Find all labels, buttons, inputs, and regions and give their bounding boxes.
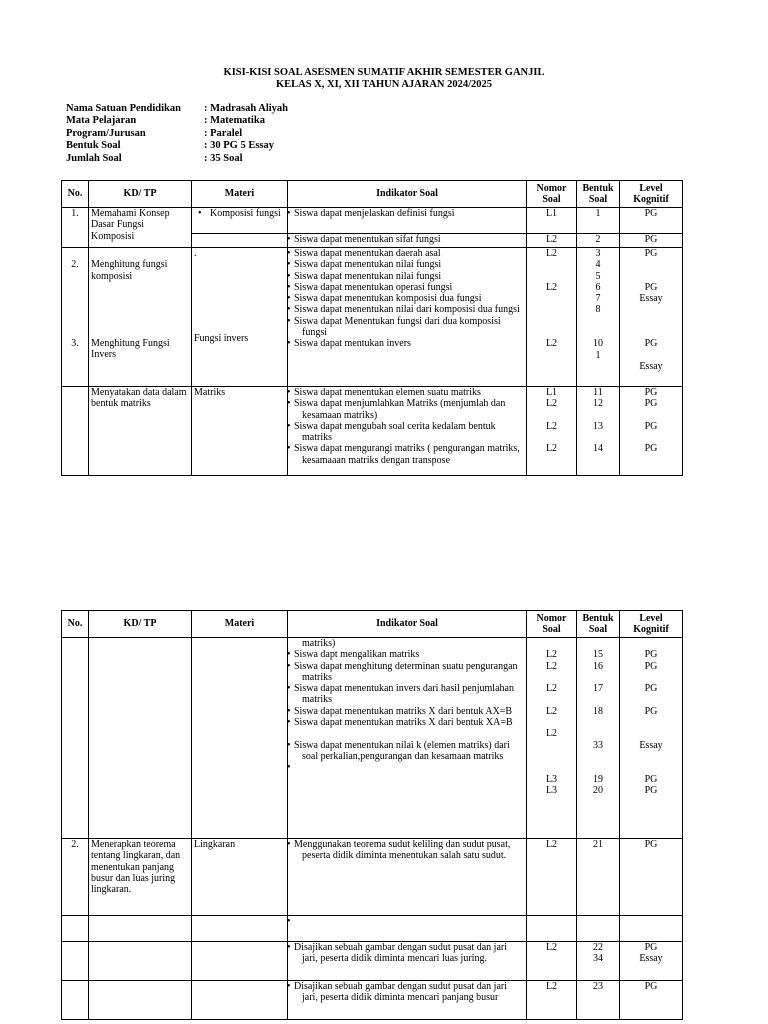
nomor-value: L2 — [545, 420, 558, 432]
level-value: PG — [644, 338, 658, 350]
indikator-item: • Siswa dapat menentukan operasi fungsi — [290, 282, 524, 293]
bentuk-value: 8 — [595, 304, 601, 316]
header-line: Soal — [588, 194, 608, 205]
nomor-cell — [527, 638, 577, 839]
column-header-nomor — [527, 611, 577, 638]
level-value: Essay — [639, 953, 663, 965]
header-line: Level — [639, 612, 663, 624]
level-cell: PG — [620, 981, 683, 1020]
bentuk-value: 7 — [595, 293, 601, 305]
nomor-value: L3 — [545, 773, 558, 785]
nomor-cell — [527, 387, 577, 476]
nomor-cell: L2 — [527, 942, 577, 981]
indikator-cell — [288, 208, 527, 234]
column-header-materi: Materi — [192, 611, 288, 638]
nomor-value: L2 — [545, 281, 558, 293]
column-header-bentuk — [577, 181, 620, 208]
bentuk-value: 34 — [593, 953, 603, 965]
indikator-item: • Siswa dapat menentukan matriks X dari bentuk AX=B — [290, 706, 524, 717]
level-cell — [620, 916, 683, 942]
materi-cell — [192, 942, 288, 981]
indikator-item: • Siswa dapat mentukan invers — [290, 338, 524, 349]
bentuk-value: 3 — [595, 248, 601, 259]
row-number — [62, 248, 89, 387]
indikator-cell — [288, 916, 527, 942]
row-number: 2. — [62, 839, 89, 916]
level-value: PG — [644, 649, 658, 661]
indikator-item: • Menggunakan teorema sudut keliling dan sudut pusat, peserta didik diminta menentukan salah satu sudut. — [290, 839, 524, 862]
header-line: Bentuk — [582, 182, 614, 194]
table-row — [62, 638, 683, 839]
table-header-row — [62, 181, 683, 208]
row-number — [62, 638, 89, 839]
level-value: PG — [644, 660, 658, 672]
bentuk-cell — [577, 387, 620, 476]
level-cell — [620, 387, 683, 476]
meta-label: Mata Pelajaran — [66, 115, 137, 127]
column-header-indikator: Indikator Soal — [288, 181, 527, 208]
indikator-continuation: matriks) — [302, 638, 336, 649]
indikator-item: • Siswa dapat menentukan nilai fungsi — [290, 259, 524, 270]
column-header-materi: Materi — [192, 181, 288, 208]
header-line: Nomor — [536, 182, 567, 194]
bentuk-cell: 1 — [577, 208, 620, 234]
row-number-b: 3. — [71, 337, 79, 349]
bentuk-value: 4 — [595, 259, 601, 271]
indikator-item: • Siswa dapat menentukan nilai fungsi — [290, 271, 524, 282]
column-header-kd: KD/ TP — [89, 181, 192, 208]
header-line: Level — [639, 182, 663, 194]
bentuk-cell — [577, 248, 620, 387]
meta-label: Program/Jurusan — [66, 127, 146, 139]
materi-cell — [192, 638, 288, 839]
level-cell — [620, 248, 683, 387]
meta-value: : 30 PG 5 Essay — [204, 140, 275, 152]
nomor-cell: L2 — [527, 839, 577, 916]
kd-cell — [89, 248, 192, 387]
materi-text: Fungsi invers — [194, 333, 249, 345]
nomor-value: L2 — [545, 398, 558, 410]
meta-value: : Matematika — [204, 115, 265, 127]
kd-cell — [89, 981, 192, 1020]
meta-label: Jumlah Soal — [66, 152, 122, 164]
table-row — [62, 942, 683, 981]
column-header-no: No. — [62, 611, 89, 638]
header-line: Kognitif — [633, 194, 669, 205]
bentuk-cell — [577, 942, 620, 981]
bentuk-cell: 23 — [577, 981, 620, 1020]
bentuk-value: 5 — [595, 270, 601, 282]
indikator-bullet-empty — [290, 916, 524, 927]
bentuk-cell: 2 — [577, 234, 620, 248]
table-row — [62, 248, 683, 387]
materi-cell — [192, 248, 288, 387]
materi-cell: Lingkaran — [192, 839, 288, 916]
indikator-cell — [288, 981, 527, 1020]
indikator-cell — [288, 248, 527, 387]
bentuk-value: 12 — [593, 398, 603, 410]
nomor-value: L3 — [545, 784, 558, 796]
indikator-item: • Siswa dapat menentukan nilai k (elemen matriks) dari soal perkalian,pengurangan dan kesamaan matriks — [290, 740, 524, 763]
level-cell: PG — [620, 234, 683, 248]
row-number — [62, 916, 89, 942]
indikator-cell — [288, 387, 527, 476]
bentuk-cell — [577, 638, 620, 839]
meta-value: : 35 Soal — [204, 152, 243, 164]
materi-cell — [192, 208, 288, 234]
bentuk-value: 18 — [593, 705, 603, 717]
document-title-line-1: KISI-KISI SOAL ASESMEN SUMATIF AKHIR SEMESTER GANJIL — [223, 67, 545, 78]
bentuk-value: 19 — [593, 773, 603, 785]
level-value: PG — [644, 784, 658, 796]
bentuk-value: 13 — [593, 420, 603, 432]
materi-dot: . — [194, 248, 197, 259]
bentuk-value: 1 — [595, 349, 601, 361]
materi-cell — [192, 981, 288, 1020]
indikator-cell — [288, 839, 527, 916]
materi-cell — [192, 234, 288, 248]
header-line: Kognitif — [633, 624, 669, 635]
level-cell — [620, 942, 683, 981]
indikator-item: • Siswa dapat menjelaskan definisi fungsi — [290, 208, 524, 219]
bentuk-value: 33 — [593, 739, 603, 751]
row-number — [62, 981, 89, 1020]
level-value: PG — [644, 942, 658, 953]
bentuk-value: 10 — [593, 338, 603, 350]
header-line: Bentuk — [582, 612, 614, 624]
meta-row — [66, 103, 288, 115]
level-value: Essay — [639, 739, 663, 751]
table-row — [62, 387, 683, 476]
level-cell: PG — [620, 208, 683, 234]
header-line: Soal — [542, 194, 561, 205]
bentuk-value: 11 — [593, 387, 603, 398]
indikator-item: • Siswa dapat menentukan sifat fungsi — [290, 234, 524, 245]
nomor-cell — [527, 248, 577, 387]
level-value: PG — [644, 281, 658, 293]
row-number: 1. — [62, 208, 89, 248]
table-row — [62, 839, 683, 916]
level-value: PG — [644, 683, 658, 695]
column-header-bentuk — [577, 611, 620, 638]
meta-row — [66, 115, 288, 127]
indikator-bullet-empty — [290, 762, 524, 773]
indikator-item: • Siswa dapat menjumlahkan Matriks (menjumlah dan kesamaan matriks) — [290, 398, 524, 421]
indikator-item: • Siswa dapat mengubah soal cerita kedalam bentuk matriks — [290, 421, 524, 444]
nomor-value: L2 — [545, 338, 558, 350]
nomor-cell — [527, 916, 577, 942]
materi-cell: Matriks — [192, 387, 288, 476]
column-header-nomor — [527, 181, 577, 208]
indikator-item: • Siswa dapat menentukan elemen suatu matriks — [290, 387, 524, 398]
bentuk-value: 14 — [593, 443, 603, 455]
nomor-value: L2 — [545, 705, 558, 717]
column-header-level — [620, 181, 683, 208]
materi-item: • Komposisi fungsi — [194, 208, 285, 219]
meta-label: Nama Satuan Pendidikan — [66, 103, 181, 114]
indikator-item: • Siswa dapat menentukan nilai dari komposisi dua fungsi — [290, 304, 524, 315]
column-header-kd: KD/ TP — [89, 611, 192, 638]
meta-row — [66, 153, 288, 165]
meta-row — [66, 140, 288, 152]
bentuk-value: 16 — [593, 660, 603, 672]
level-value: Essay — [639, 293, 663, 305]
table-header-row — [62, 611, 683, 638]
header-line: Nomor — [536, 612, 567, 624]
nomor-cell: L1 — [527, 208, 577, 234]
table-row — [62, 981, 683, 1020]
bentuk-value: 17 — [593, 683, 603, 695]
column-header-no: No. — [62, 181, 89, 208]
kd-cell: Menyatakan data dalam bentuk matriks — [89, 387, 192, 476]
kd-text-b: Menghitung Fungsi Invers — [91, 337, 170, 361]
kd-cell: Memahami Konsep Dasar Fungsi Komposisi — [89, 208, 192, 248]
document-meta — [66, 103, 288, 165]
meta-value: : Paralel — [204, 127, 243, 139]
level-value: PG — [644, 705, 658, 717]
bentuk-value: 15 — [593, 649, 603, 661]
indikator-item: • Siswa dapat menentukan daerah asal — [290, 248, 524, 259]
indikator-item: • Disajikan sebuah gambar dengan sudut pusat dan jari jari, peserta didik diminta mencari panjang busur — [290, 981, 524, 1004]
level-cell: PG — [620, 839, 683, 916]
bentuk-value: 6 — [595, 281, 601, 293]
level-value: PG — [644, 443, 658, 455]
table-row — [62, 208, 683, 234]
indikator-item: • Siswa dapat menentukan matriks X dari bentuk XA=B — [290, 717, 524, 728]
header-line: Soal — [588, 624, 608, 635]
indikator-item: • Siswa dapat mengurangi matriks ( pengurangan matriks, kesamaaan matriks dengan transpose — [290, 443, 524, 466]
row-number — [62, 942, 89, 981]
nomor-value: L2 — [545, 649, 558, 661]
level-value: PG — [644, 398, 658, 410]
level-value: PG — [644, 248, 658, 259]
nomor-value: L2 — [545, 728, 558, 740]
column-header-level — [620, 611, 683, 638]
indikator-item: • Siswa dapat Menentukan fungsi dari dua komposisi fungsi — [290, 316, 524, 339]
kd-text-a: Menghitung fungsi komposisi — [91, 259, 168, 282]
indikator-item: • Siswa dapat menentukan komposisi dua fungsi — [290, 293, 524, 304]
table-row — [62, 916, 683, 942]
level-value: PG — [644, 387, 658, 398]
header-line: Soal — [542, 624, 561, 635]
nomor-value: L2 — [545, 660, 558, 672]
row-number — [62, 387, 89, 476]
kd-cell — [89, 916, 192, 942]
level-value: PG — [644, 773, 658, 785]
indikator-cell — [288, 638, 527, 839]
level-cell — [620, 638, 683, 839]
indikator-item: • Siswa dapt mengalikan matriks — [290, 649, 524, 660]
nomor-value: L1 — [545, 387, 558, 398]
bentuk-value: 22 — [593, 942, 603, 953]
nomor-value: L2 — [545, 683, 558, 695]
level-value: PG — [644, 420, 658, 432]
bentuk-value: 20 — [593, 784, 603, 796]
document-title-line-2: KELAS X, XI, XII TAHUN AJARAN 2024/2025 — [275, 79, 493, 90]
meta-row — [66, 128, 288, 140]
indikator-item: • Disajikan sebuah gambar dengan sudut pusat dan jari jari, peserta didik diminta mencari luas juring. — [290, 942, 524, 965]
nomor-cell: L2 — [527, 981, 577, 1020]
kisi-table-2 — [61, 610, 683, 1020]
meta-value: : Madrasah Aliyah — [204, 103, 289, 114]
kd-cell — [89, 942, 192, 981]
kd-cell — [89, 638, 192, 839]
row-number-a: 2. — [71, 259, 79, 271]
kisi-table-1 — [61, 180, 683, 476]
level-value: Essay — [639, 360, 663, 372]
materi-cell — [192, 916, 288, 942]
column-header-indikator: Indikator Soal — [288, 611, 527, 638]
indikator-item: • Siswa dapat menghitung determinan suatu pengurangan matriks — [290, 661, 524, 684]
nomor-value: L2 — [545, 248, 558, 259]
indikator-item: • Siswa dapat menentukan invers dari hasil penjumlahan matriks — [290, 683, 524, 706]
indikator-cell — [288, 234, 527, 248]
bentuk-cell — [577, 916, 620, 942]
kd-cell: Menerapkan teorema tentang lingkaran, dan menentukan panjang busur dan luas juring lingkaran. — [89, 839, 192, 916]
bentuk-cell: 21 — [577, 839, 620, 916]
nomor-cell: L2 — [527, 234, 577, 248]
meta-label: Bentuk Soal — [66, 140, 121, 152]
nomor-value: L2 — [545, 443, 558, 455]
indikator-cell — [288, 942, 527, 981]
